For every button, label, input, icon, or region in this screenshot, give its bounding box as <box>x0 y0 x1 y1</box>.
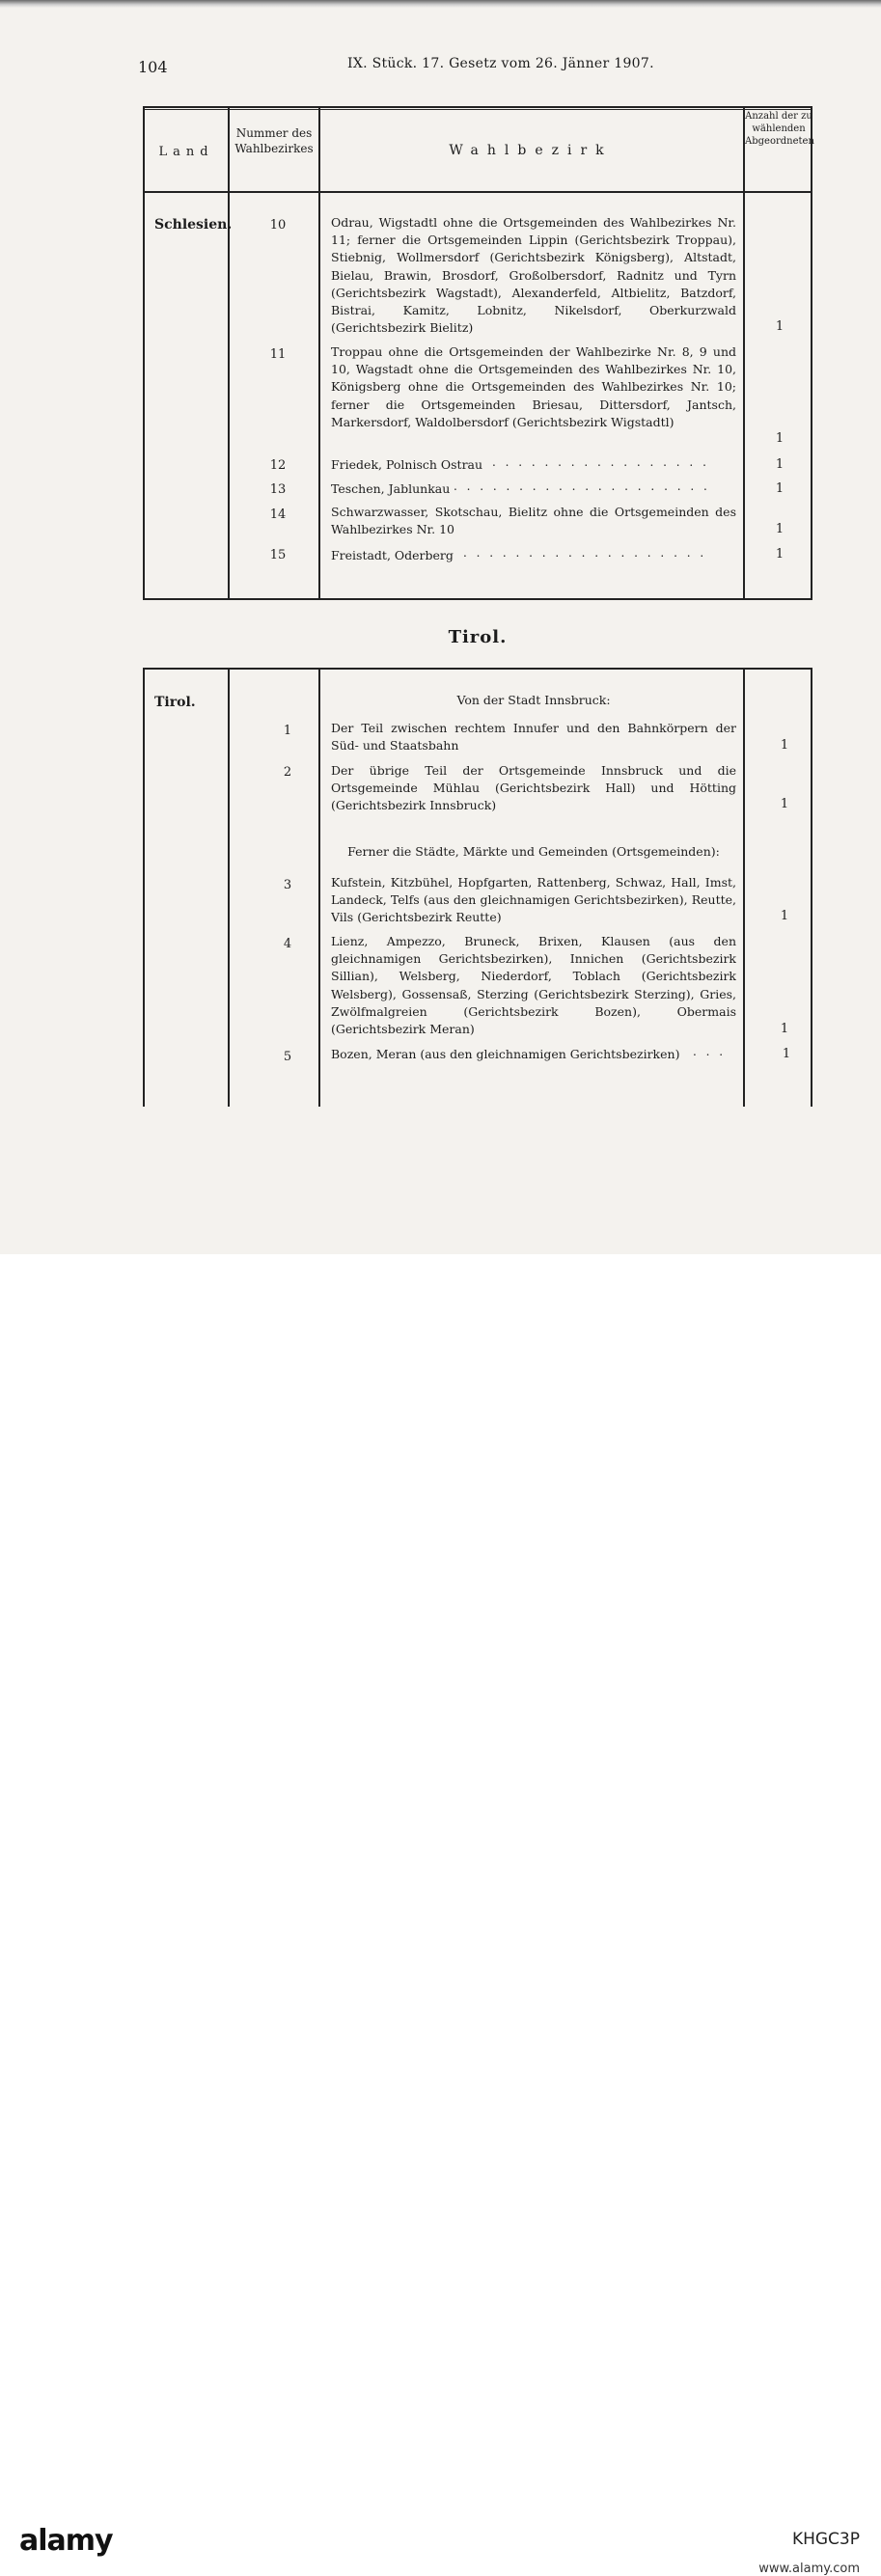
ferner-heading: Ferner die Städte, Märkte und Gemeinden (Ortsgemeinden): <box>347 844 720 859</box>
col-divider-3-lower <box>743 668 745 1107</box>
row-text: Kufstein, Kitzbühel, Hopfgarten, Rattenberg, Schwaz, Hall, Imst, Landeck, Telfs (aus den gleichnamigen Gerichtsbezirken), Reutte, Vils (Gerichtsbezirk Reutte) <box>331 875 736 925</box>
row-number: 2 <box>283 765 292 780</box>
row-number: 14 <box>269 507 287 522</box>
table-top-rule-double <box>143 109 812 110</box>
table-top-rule <box>143 106 812 108</box>
row-count: 1 <box>775 481 785 496</box>
col-divider-2-lower <box>318 668 320 1107</box>
section-rule-top <box>143 598 812 600</box>
row-count: 1 <box>782 1047 791 1061</box>
land-tirol: Tirol. <box>154 695 196 710</box>
row-text: Teschen, Jablunkau <box>331 481 451 496</box>
leader-dots: . . . . . . . . . . . . . . . . . . . . <box>454 480 710 493</box>
row-number: 15 <box>269 548 287 562</box>
right-border-upper <box>811 106 812 600</box>
row-text: Freistadt, Oderberg <box>331 548 454 562</box>
image-code: KHGC3P <box>791 2530 860 2549</box>
row-number: 11 <box>269 347 287 362</box>
col-divider-3-upper <box>743 106 745 600</box>
col-divider-1-lower <box>228 668 230 1107</box>
header-bottom-rule <box>143 191 812 193</box>
alamy-logo: alamy <box>19 2524 113 2558</box>
left-border-lower <box>143 668 145 1107</box>
row-count: 1 <box>780 738 789 753</box>
document-page <box>0 0 881 1254</box>
row-number: 10 <box>269 218 287 233</box>
row-count: 1 <box>775 547 785 562</box>
col-header-nummer: Nummer des Wahlbezirkes <box>234 126 314 155</box>
col-header-anzahl: Anzahl der zu wählenden Abgeordneten <box>745 111 814 147</box>
row-text: Schwarzwasser, Skotschau, Bielitz ohne die Ortsgemeinden des Wahlbezirkes Nr. 10 <box>331 505 736 537</box>
row-count: 1 <box>780 1022 789 1036</box>
row-count: 1 <box>775 522 785 536</box>
row-number: 1 <box>283 724 292 738</box>
row-text: Friedek, Polnisch Ostrau <box>331 457 483 472</box>
row-text: Bozen, Meran (aus den gleichnamigen Gerichtsbezirken) <box>331 1047 680 1061</box>
col-header-wahlbezirk: Wahlbezirk <box>449 143 613 158</box>
col-header-land: Land <box>158 145 214 159</box>
row-text: Der Teil zwischen rechtem Innufer und den Bahnkörpern der Süd- und Staatsbahn <box>331 721 736 754</box>
row-number: 12 <box>269 458 287 473</box>
col-divider-2-upper <box>318 106 320 600</box>
row-count: 1 <box>780 797 789 811</box>
row-number: 5 <box>283 1050 292 1064</box>
section-rule-bottom <box>143 668 812 670</box>
innsbruck-heading: Von der Stadt Innsbruck: <box>456 693 611 707</box>
row-count: 1 <box>775 319 785 334</box>
row-text: Der übrige Teil der Ortsgemeinde Innsbruck und die Ortsgemeinde Mühlau (Gerichtsbezirk Hall) und Hötting (Gerichtsbezirk Innsbruck) <box>331 763 736 813</box>
row-text: Troppau ohne die Ortsgemeinden der Wahlbezirke Nr. 8, 9 und 10, Wagstadt ohne die Ortsgemeinden des Wahlbezirkes Nr. 10, Königsberg ohne die Ortsgemeinden des Wahlbezirkes Nr. 10; ferner die Ortsgemeinden Briesau, Dittersdorf, Jantsch, Markersdorf, Waldolbersdorf (Gerichtsbezirk Wigstadtl) <box>331 344 736 429</box>
land-schlesien: Schlesien. <box>154 217 233 233</box>
row-number: 4 <box>283 937 292 951</box>
col-divider-1-upper <box>228 106 230 600</box>
scan-edge <box>0 0 881 8</box>
running-title: IX. Stück. 17. Gesetz vom 26. Jänner 1907. <box>347 56 654 71</box>
row-number: 3 <box>283 878 292 892</box>
page-number: 104 <box>138 58 168 76</box>
row-text: Lienz, Ampezzo, Bruneck, Brixen, Klausen (aus den gleichnamigen Gerichtsbezirken), Innichen (Gerichtsbezirk Sillian), Welsberg, Niederdorf, Toblach (Gerichtsbezirk Welsberg), Gossensaß, Sterzing (Gerichtsbezirk Sterzing), Gries, Zwölfmalgreien (Gerichtsbezirk Bozen), Obermais (Gerichtsbezirk Meran) <box>331 934 736 1037</box>
row-text: Odrau, Wigstadtl ohne die Ortsgemeinden des Wahlbezirkes Nr. 11; ferner die Ortsgemeinden Lippin (Gerichtsbezirk Troppau), Stiebnig, Wollmersdorf (Gerichtsbezirk Königsberg), Altstadt, Bielau, Brawin, Brosdorf, Großolbersdorf, Radnitz und Tyrn (Gerichtsbezirk Wagstadt), Alexanderfeld, Altbielitz, Batzdorf, Bistrai, Kamitz, Lobnitz, Nikelsdorf, Oberkurzwald (Gerichtsbezirk Bielitz) <box>331 215 736 336</box>
leader-dots: . . . . . . . . . . . . . . . . . . . <box>463 546 707 560</box>
row-count: 1 <box>775 431 785 446</box>
row-number: 13 <box>269 482 287 497</box>
row-count: 1 <box>775 457 785 472</box>
right-border-lower <box>811 668 812 1107</box>
row-count: 1 <box>780 909 789 923</box>
leader-dots: . . . <box>693 1045 727 1058</box>
stock-footer <box>0 1254 881 2576</box>
leader-dots: . . . . . . . . . . . . . . . . . <box>492 455 709 469</box>
section-title-tirol: Tirol. <box>448 627 508 647</box>
alamy-url: www.alamy.com <box>758 2562 860 2576</box>
left-border-upper <box>143 106 145 600</box>
